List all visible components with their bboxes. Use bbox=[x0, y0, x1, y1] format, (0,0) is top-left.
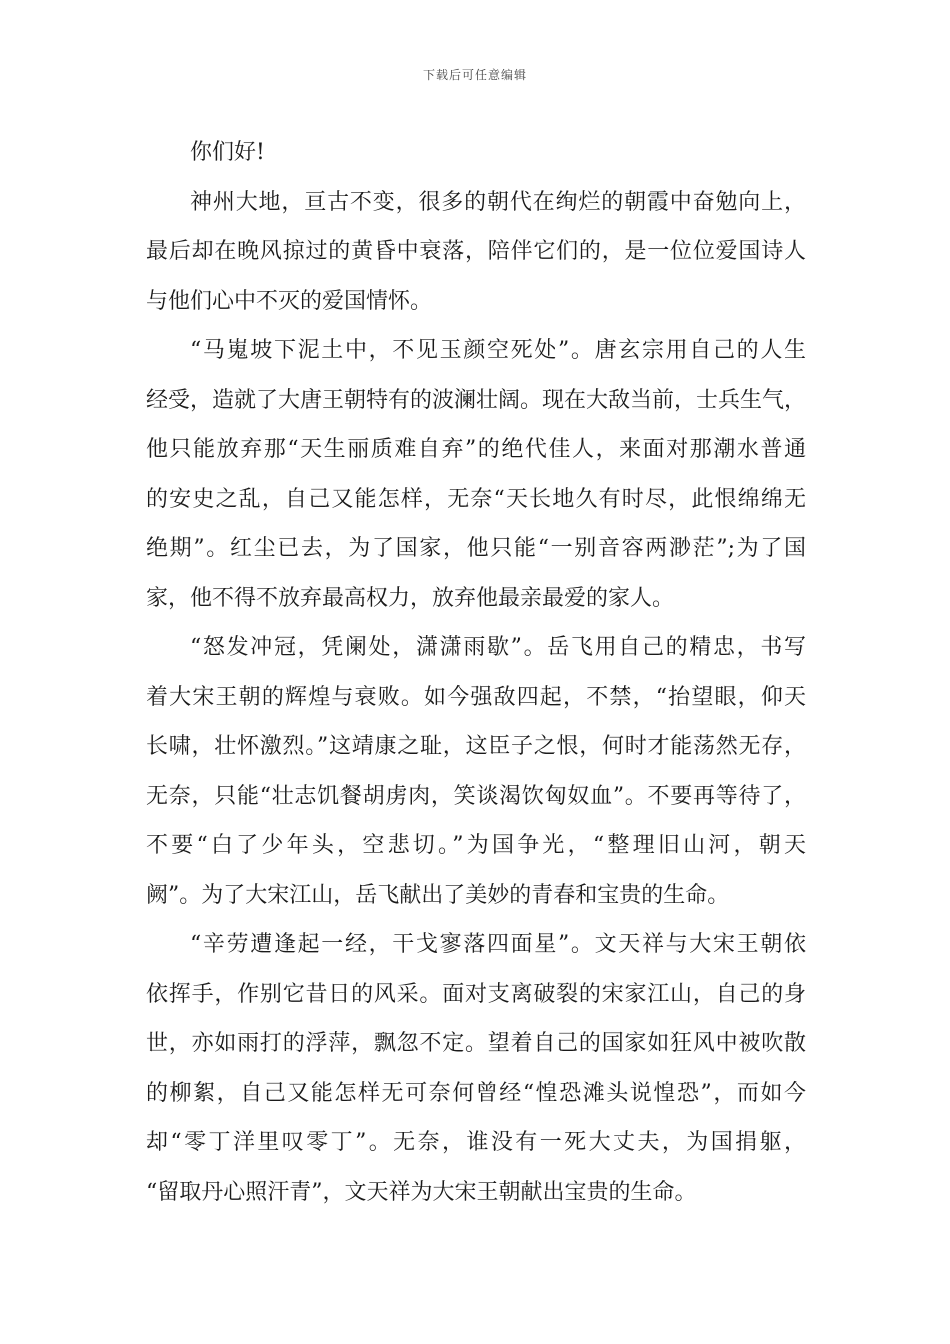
text-line: “马嵬坡下泥土中，不见玉颜空死处”。唐玄宗用自己的人生 bbox=[190, 338, 806, 363]
text-line: 阙”。为了大宋江山，岳飞献出了美妙的青春和宝贵的生命。 bbox=[146, 882, 730, 908]
text-line: 着大宋王朝的辉煌与衰败。如今强敌四起，不禁，“抬望眼，仰天 bbox=[146, 684, 806, 710]
text-line: “留取丹心照汗青”，文天祥为大宋王朝献出宝贵的生命。 bbox=[146, 1179, 697, 1205]
document-body bbox=[146, 128, 806, 1217]
text-line: 神州大地，亘古不变，很多的朝代在绚烂的朝霞中奋勉向上， bbox=[190, 189, 806, 215]
text-line: “怒发冲冠，凭阑处，潇潇雨歇”。岳飞用自己的精忠，书写 bbox=[190, 635, 806, 660]
paragraph-intro bbox=[146, 178, 806, 327]
text-line: 不要“白了少年头，空悲切。”为国争光，“整理旧山河，朝天 bbox=[146, 833, 806, 858]
text-line: 他只能放弃那“天生丽质难自弃”的绝代佳人，来面对那潮水普通 bbox=[146, 437, 806, 462]
text-line: 绝期”。红尘已去，为了国家，他只能“一别音容两渺茫”;为了国 bbox=[146, 536, 806, 561]
text-line: 却“零丁洋里叹零丁”。无奈，谁没有一死大丈夫，为国捐躯， bbox=[146, 1130, 806, 1155]
paragraph-tang-xuanzong bbox=[146, 326, 806, 623]
text-line: 无奈，只能“壮志饥餐胡虏肉，笑谈渴饮匈奴血”。不要再等待了， bbox=[146, 783, 806, 809]
paragraph-wen-tianxiang bbox=[146, 920, 806, 1217]
text-line: 的柳絮，自己又能怎样无可奈何曾经“惶恐滩头说惶恐”，而如今 bbox=[146, 1080, 806, 1106]
text-line: 最后却在晚风掠过的黄昏中衰落，陪伴它们的，是一位位爱国诗人 bbox=[146, 239, 806, 264]
text-line: 与他们心中不灭的爱国情怀。 bbox=[146, 288, 433, 314]
paragraph-yue-fei bbox=[146, 623, 806, 920]
text-line: 世，亦如雨打的浮萍，飘忽不定。望着自己的国家如狂风中被吹散 bbox=[146, 1031, 806, 1056]
page-header: 下载后可任意编辑 bbox=[422, 68, 527, 82]
text-line: 长啸，壮怀激烈。”这靖康之耻，这臣子之恨，何时才能荡然无存， bbox=[146, 734, 806, 759]
text-line: 的安史之乱，自己又能怎样，无奈“天长地久有时尽，此恨绵绵无 bbox=[146, 486, 806, 512]
text-line: 经受，造就了大唐王朝特有的波澜壮阔。现在大敌当前，士兵生气， bbox=[146, 387, 807, 413]
text-line: 你们好! bbox=[190, 140, 265, 165]
text-line: 家，他不得不放弃最高权力，放弃他最亲最爱的家人。 bbox=[146, 585, 675, 611]
text-line: “辛劳遭逢起一经，干戈寥落四面星”。文天祥与大宋王朝依 bbox=[190, 932, 806, 957]
paragraph-greeting bbox=[146, 128, 806, 178]
text-line: 依挥手，作别它昔日的风采。面对支离破裂的宋家江山，自己的身 bbox=[146, 981, 806, 1007]
